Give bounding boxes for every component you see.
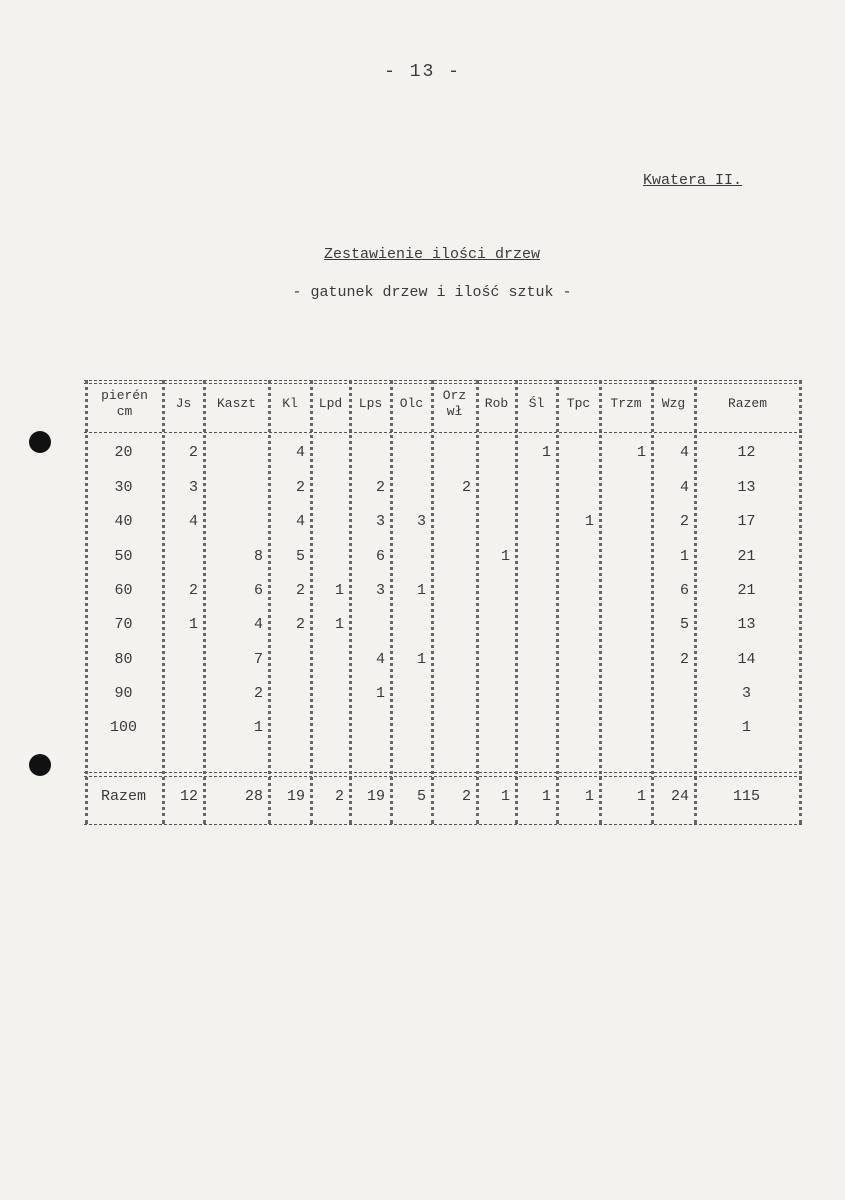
table-cell: 8: [253, 548, 263, 565]
table-cell: 6: [375, 548, 385, 565]
row-label: 70: [114, 616, 133, 633]
page-number: - 13 -: [384, 62, 461, 82]
table-cell: 2: [461, 479, 471, 496]
column-header: [435, 388, 474, 420]
table-cell: 14: [737, 651, 756, 668]
column-header-label: Tpc: [566, 396, 591, 411]
totals-cell: 28: [244, 788, 263, 805]
totals-cell: 1: [584, 788, 594, 805]
column-header: [394, 396, 429, 412]
column-header: [272, 396, 308, 412]
column-header-label: Olc: [399, 396, 424, 411]
totals-cell: 19: [286, 788, 305, 805]
column-header: [89, 388, 160, 420]
column-header-label: Rob: [484, 396, 509, 411]
totals-cell: 1: [636, 788, 646, 805]
row-label: 50: [114, 548, 133, 565]
table-rule: [84, 824, 802, 825]
column-separator: [85, 380, 88, 824]
column-header: [603, 396, 649, 412]
column-separator: [799, 380, 802, 824]
column-header: [560, 396, 597, 412]
column-header: [655, 396, 692, 412]
column-header-label: pierén: [101, 388, 148, 403]
table-cell: 5: [679, 616, 689, 633]
page-subtitle: - gatunek drzew i ilość sztuk -: [292, 284, 572, 301]
table-cell: 1: [416, 651, 426, 668]
column-separator: [476, 380, 479, 824]
totals-cell: 1: [541, 788, 551, 805]
table-cell: 4: [679, 444, 689, 461]
column-header-label: Śl: [528, 396, 545, 411]
column-header: [207, 396, 266, 412]
table-cell: 17: [737, 513, 756, 530]
column-header: [314, 396, 347, 412]
row-label: 100: [109, 719, 137, 736]
column-header-label: Razem: [727, 396, 767, 411]
totals-cell: 24: [670, 788, 689, 805]
table-cell: 3: [188, 479, 198, 496]
column-separator: [268, 380, 271, 824]
table-cell: 3: [741, 685, 751, 702]
table-cell: 3: [375, 582, 385, 599]
column-header: [480, 396, 513, 412]
column-separator: [431, 380, 434, 824]
column-header-label: Js: [175, 396, 192, 411]
table-cell: 1: [679, 548, 689, 565]
table-cell: 1: [584, 513, 594, 530]
table-cell: 4: [253, 616, 263, 633]
totals-label: Razem: [100, 788, 146, 805]
tree-count-table: [84, 376, 802, 828]
punch-hole: [29, 754, 51, 776]
column-separator: [556, 380, 559, 824]
totals-cell: 19: [366, 788, 385, 805]
column-header-sublabel: wł: [446, 404, 463, 419]
table-cell: 4: [295, 444, 305, 461]
page-title: Zestawienie ilości drzew: [323, 246, 541, 263]
table-cell: 2: [295, 479, 305, 496]
table-cell: 13: [737, 479, 756, 496]
table-cell: 7: [253, 651, 263, 668]
table-cell: 1: [541, 444, 551, 461]
table-cell: 1: [334, 616, 344, 633]
table-cell: 6: [253, 582, 263, 599]
table-cell: 21: [737, 582, 756, 599]
table-cell: 1: [636, 444, 646, 461]
column-separator: [694, 380, 697, 824]
table-cell: 3: [416, 513, 426, 530]
table-cell: 2: [679, 651, 689, 668]
column-header: [698, 396, 797, 412]
table-cell: 2: [253, 685, 263, 702]
row-label: 20: [114, 444, 133, 461]
table-cell: 2: [295, 582, 305, 599]
table-cell: 4: [679, 479, 689, 496]
row-label: 40: [114, 513, 133, 530]
column-header-label: Orz: [442, 388, 467, 403]
table-cell: 12: [737, 444, 756, 461]
table-cell: 3: [375, 513, 385, 530]
table-cell: 2: [375, 479, 385, 496]
table-cell: 5: [295, 548, 305, 565]
totals-cell: 12: [179, 788, 198, 805]
table-cell: 2: [295, 616, 305, 633]
table-cell: 1: [334, 582, 344, 599]
table-cell: 21: [737, 548, 756, 565]
table-cell: 4: [295, 513, 305, 530]
column-header-sublabel: cm: [116, 404, 133, 419]
table-cell: 1: [188, 616, 198, 633]
column-separator: [390, 380, 393, 824]
column-header-label: Lps: [358, 396, 383, 411]
table-cell: 1: [416, 582, 426, 599]
table-cell: 4: [188, 513, 198, 530]
row-label: 90: [114, 685, 133, 702]
section-label: Kwatera II.: [642, 172, 742, 189]
column-separator: [651, 380, 654, 824]
totals-cell: 1: [500, 788, 510, 805]
totals-cell: 115: [732, 788, 760, 805]
table-cell: 6: [679, 582, 689, 599]
table-cell: 2: [188, 582, 198, 599]
column-separator: [599, 380, 602, 824]
table-cell: 2: [679, 513, 689, 530]
row-label: 30: [114, 479, 133, 496]
table-cell: 1: [741, 719, 751, 736]
table-cell: 1: [375, 685, 385, 702]
table-cell: 1: [500, 548, 510, 565]
column-separator: [349, 380, 352, 824]
column-header: [353, 396, 388, 412]
column-separator: [203, 380, 206, 824]
row-label: 80: [114, 651, 133, 668]
totals-cell: 5: [416, 788, 426, 805]
column-header-label: Lpd: [318, 396, 343, 411]
column-header: [166, 396, 201, 412]
column-header-label: Wzg: [661, 396, 686, 411]
table-cell: 2: [188, 444, 198, 461]
column-header-label: Trzm: [610, 396, 642, 411]
column-separator: [515, 380, 518, 824]
row-label: 60: [114, 582, 133, 599]
column-header-label: Kl: [282, 396, 298, 411]
column-header-label: Kaszt: [216, 396, 256, 411]
table-cell: 4: [375, 651, 385, 668]
totals-cell: 2: [334, 788, 344, 805]
table-cell: 1: [253, 719, 263, 736]
column-separator: [310, 380, 313, 824]
column-header: [519, 396, 554, 412]
totals-cell: 2: [461, 788, 471, 805]
table-cell: 13: [737, 616, 756, 633]
column-separator: [162, 380, 165, 824]
punch-hole: [29, 431, 51, 453]
